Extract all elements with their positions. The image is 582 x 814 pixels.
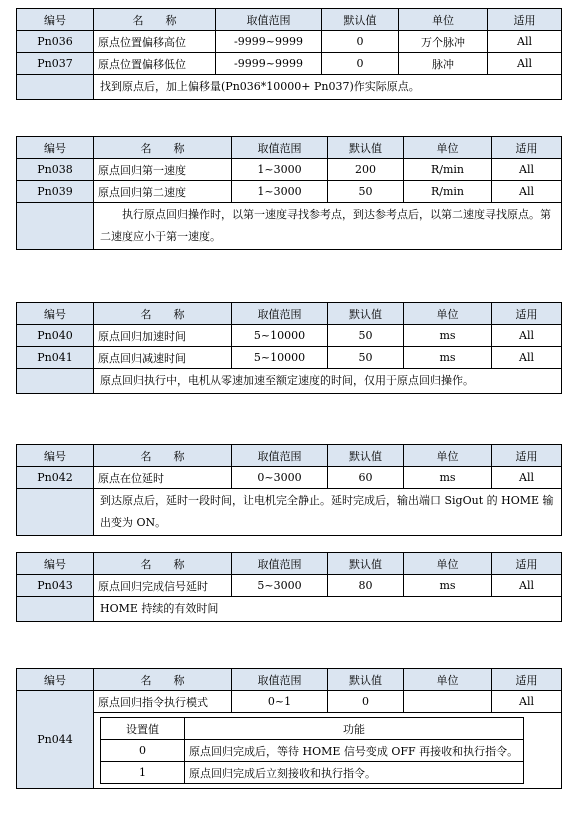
header-apply: 适用 [492, 445, 562, 467]
param-description: 找到原点后，加上偏移量(Pn036*10000+ Pn037)作实际原点。 [94, 75, 562, 100]
param-name: 原点回归完成信号延时 [94, 575, 232, 597]
param-description: 执行原点回归操作时，以第一速度寻找参考点，到达参考点后，以第二速度寻找原点。第二速度应小于第一速度。 [94, 203, 562, 250]
table-row [17, 53, 562, 75]
header-unit: 单位 [404, 669, 492, 691]
description-side-cell [17, 597, 94, 622]
param-table-pn043 [16, 552, 562, 622]
header-name: 名 称 [94, 553, 232, 575]
header-name: 名 称 [94, 445, 232, 467]
description-row [17, 203, 562, 250]
table-header-row [17, 9, 562, 31]
header-code: 编号 [17, 137, 94, 159]
param-code: Pn040 [17, 325, 94, 347]
description-row [17, 597, 562, 622]
header-range: 取值范围 [232, 553, 328, 575]
param-unit: ms [404, 347, 492, 369]
description-side-cell [17, 489, 94, 536]
param-unit: R/min [404, 181, 492, 203]
header-range: 取值范围 [232, 669, 328, 691]
param-default: 0 [328, 691, 404, 713]
param-default: 0 [322, 31, 399, 53]
header-apply: 适用 [492, 137, 562, 159]
header-unit: 单位 [399, 9, 488, 31]
param-name: 原点位置偏移低位 [94, 53, 216, 75]
param-name: 原点回归减速时间 [94, 347, 232, 369]
param-apply: All [488, 53, 562, 75]
param-apply: All [492, 347, 562, 369]
param-unit: 脉冲 [399, 53, 488, 75]
param-range: 1~3000 [232, 159, 328, 181]
param-code: Pn043 [17, 575, 94, 597]
table-header-row [17, 303, 562, 325]
param-default: 50 [328, 325, 404, 347]
param-apply: All [492, 575, 562, 597]
header-name: 名 称 [94, 669, 232, 691]
param-apply: All [492, 691, 562, 713]
param-default: 0 [322, 53, 399, 75]
table-row [17, 575, 562, 597]
settings-row-item [101, 740, 524, 762]
param-code: Pn044 [17, 691, 94, 789]
table-header-row [17, 445, 562, 467]
param-name: 原点回归第一速度 [94, 159, 232, 181]
param-code: Pn038 [17, 159, 94, 181]
param-default: 50 [328, 181, 404, 203]
param-default: 50 [328, 347, 404, 369]
table-row [17, 181, 562, 203]
param-range: 0~3000 [232, 467, 328, 489]
param-unit [404, 691, 492, 713]
param-table-pn044 [16, 668, 562, 789]
param-table-pn042 [16, 444, 562, 536]
settings-row [17, 713, 562, 789]
table-row [17, 691, 562, 713]
param-range: 5~10000 [232, 325, 328, 347]
settings-header-value: 设置值 [101, 718, 185, 740]
description-row [17, 489, 562, 536]
param-description: HOME 持续的有效时间 [94, 597, 562, 622]
header-unit: 单位 [404, 553, 492, 575]
setting-function: 原点回归完成后，等待 HOME 信号变成 OFF 再接收和执行指令。 [185, 740, 524, 762]
param-code: Pn039 [17, 181, 94, 203]
settings-header-row [101, 718, 524, 740]
param-code: Pn037 [17, 53, 94, 75]
param-code: Pn041 [17, 347, 94, 369]
header-name: 名 称 [94, 9, 216, 31]
param-name: 原点在位延时 [94, 467, 232, 489]
param-code: Pn042 [17, 467, 94, 489]
table-header-row [17, 137, 562, 159]
param-range: -9999~9999 [216, 31, 322, 53]
header-default: 默认值 [328, 137, 404, 159]
setting-value: 1 [101, 762, 185, 784]
header-range: 取值范围 [216, 9, 322, 31]
description-row [17, 75, 562, 100]
header-code: 编号 [17, 553, 94, 575]
param-range: 0~1 [232, 691, 328, 713]
setting-function: 原点回归完成后立刻接收和执行指令。 [185, 762, 524, 784]
param-default: 200 [328, 159, 404, 181]
param-description: 原点回归执行中，电机从零速加速至额定速度的时间，仅用于原点回归操作。 [94, 369, 562, 394]
header-apply: 适用 [492, 669, 562, 691]
header-default: 默认值 [322, 9, 399, 31]
description-side-cell [17, 75, 94, 100]
param-name: 原点回归第二速度 [94, 181, 232, 203]
header-code: 编号 [17, 445, 94, 467]
param-range: -9999~9999 [216, 53, 322, 75]
settings-table [100, 717, 524, 784]
description-row [17, 369, 562, 394]
header-unit: 单位 [404, 137, 492, 159]
param-default: 60 [328, 467, 404, 489]
setting-value: 0 [101, 740, 185, 762]
table-header-row [17, 553, 562, 575]
param-apply: All [492, 181, 562, 203]
table-row [17, 159, 562, 181]
param-apply: All [492, 325, 562, 347]
param-unit: 万个脉冲 [399, 31, 488, 53]
description-side-cell [17, 369, 94, 394]
table-header-row [17, 669, 562, 691]
header-default: 默认值 [328, 445, 404, 467]
param-table-pn036-037 [16, 8, 562, 100]
table-row [17, 467, 562, 489]
param-table-pn040-041 [16, 302, 562, 394]
param-default: 80 [328, 575, 404, 597]
param-apply: All [488, 31, 562, 53]
header-name: 名 称 [94, 137, 232, 159]
param-unit: ms [404, 325, 492, 347]
param-apply: All [492, 467, 562, 489]
param-unit: ms [404, 575, 492, 597]
param-range: 5~3000 [232, 575, 328, 597]
param-description: 到达原点后，延时一段时间，让电机完全静止。延时完成后，输出端口 SigOut 的 HOME 输出变为 ON。 [94, 489, 562, 536]
header-unit: 单位 [404, 445, 492, 467]
table-row [17, 31, 562, 53]
header-apply: 适用 [492, 553, 562, 575]
header-range: 取值范围 [232, 137, 328, 159]
header-code: 编号 [17, 303, 94, 325]
header-default: 默认值 [328, 669, 404, 691]
settings-cell [94, 713, 562, 789]
param-name: 原点回归加速时间 [94, 325, 232, 347]
header-default: 默认值 [328, 303, 404, 325]
header-range: 取值范围 [232, 303, 328, 325]
settings-row-item [101, 762, 524, 784]
header-apply: 适用 [488, 9, 562, 31]
param-range: 5~10000 [232, 347, 328, 369]
param-apply: All [492, 159, 562, 181]
param-name: 原点回归指令执行模式 [94, 691, 232, 713]
header-code: 编号 [17, 9, 94, 31]
header-code: 编号 [17, 669, 94, 691]
param-name: 原点位置偏移高位 [94, 31, 216, 53]
settings-header-function: 功能 [185, 718, 524, 740]
param-range: 1~3000 [232, 181, 328, 203]
table-row [17, 347, 562, 369]
table-row [17, 325, 562, 347]
param-unit: ms [404, 467, 492, 489]
param-code: Pn036 [17, 31, 94, 53]
description-side-cell [17, 203, 94, 250]
header-name: 名 称 [94, 303, 232, 325]
param-table-pn038-039 [16, 136, 562, 250]
header-default: 默认值 [328, 553, 404, 575]
header-unit: 单位 [404, 303, 492, 325]
header-apply: 适用 [492, 303, 562, 325]
param-unit: R/min [404, 159, 492, 181]
header-range: 取值范围 [232, 445, 328, 467]
